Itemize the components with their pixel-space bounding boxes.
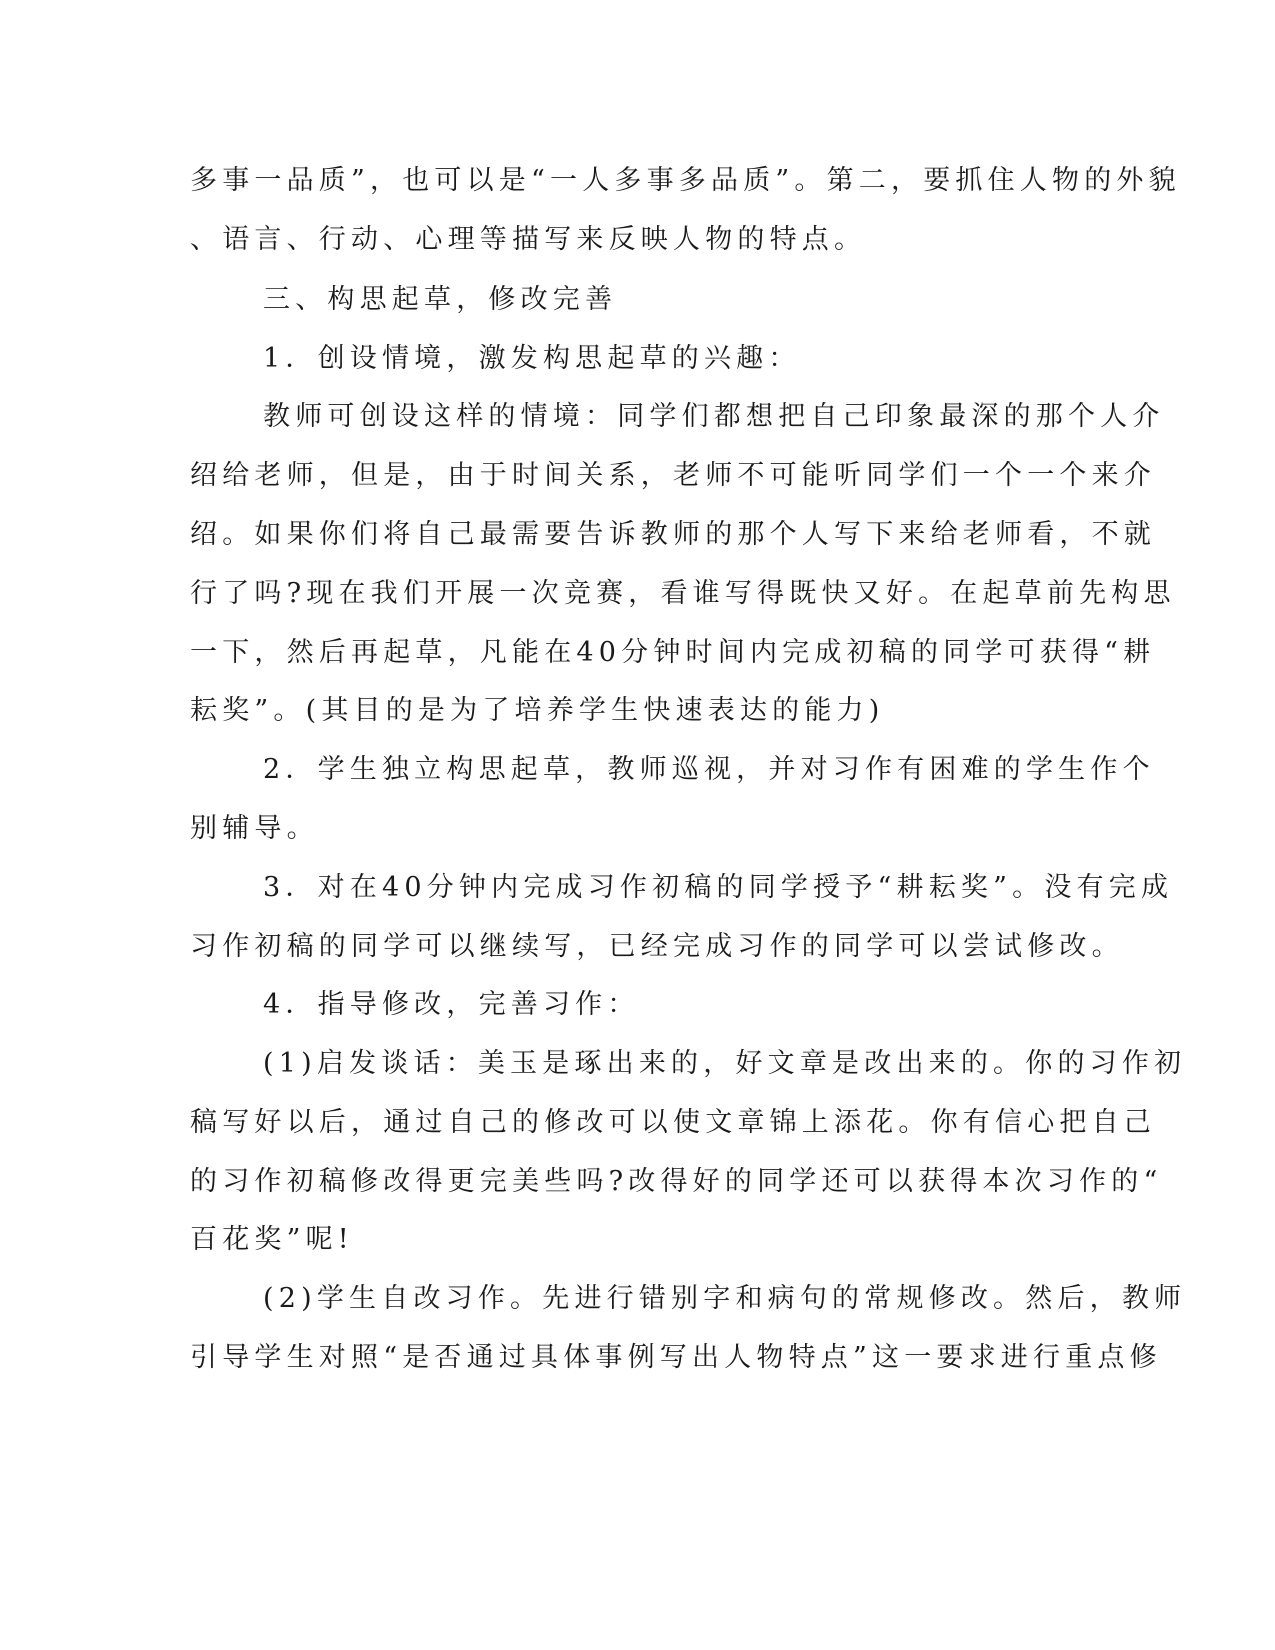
section-heading: 三、构思起草，修改完善 <box>263 284 618 315</box>
paragraph-start: 教师可创设这样的情境：同学们都想把自己印象最深的那个人介 <box>263 401 1165 432</box>
text-line: 百花奖”呢! <box>190 1224 354 1255</box>
list-item-heading: 2．学生独立构思起草，教师巡视，并对习作有困难的学生作个 <box>263 754 1155 785</box>
text-line: 的习作初稿修改得更完美些吗?改得好的同学还可以获得本次习作的“ <box>190 1166 1163 1197</box>
text-line: 耘奖”。(其目的是为了培养学生快速表达的能力) <box>190 695 885 726</box>
text-line: 一下，然后再起草，凡能在40分钟时间内完成初稿的同学可获得“耕 <box>190 637 1156 668</box>
list-item-heading: 1．创设情境，激发构思起草的兴趣： <box>263 343 801 374</box>
text-line: 、语言、行动、心理等描写来反映人物的特点。 <box>190 224 867 255</box>
text-line: 习作初稿的同学可以继续写，已经完成习作的同学可以尝试修改。 <box>190 931 1124 962</box>
text-line: 多事一品质”，也可以是“一人多事多品质”。第二，要抓住人物的外貌 <box>190 165 1181 196</box>
list-item-heading: 3．对在40分钟内完成习作初稿的同学授予“耕耘奖”。没有完成 <box>263 872 1174 903</box>
text-line: 别辅导。 <box>190 813 319 844</box>
text-line: 引导学生对照“是否通过具体事例写出人物特点”这一要求进行重点修 <box>190 1342 1162 1373</box>
text-line: 稿写好以后，通过自己的修改可以使文章锦上添花。你有信心把自己 <box>190 1107 1156 1138</box>
text-line: 绍。如果你们将自己最需要告诉教师的那个人写下来给老师看，不就 <box>190 519 1156 550</box>
text-line: 行了吗?现在我们开展一次竞赛，看谁写得既快又好。在起草前先构思 <box>190 578 1176 609</box>
text-line: 绍给老师，但是，由于时间关系，老师不可能听同学们一个一个来介 <box>190 460 1156 491</box>
paragraph-start: (1)启发谈话：美玉是琢出来的，好文章是改出来的。你的习作初 <box>263 1048 1187 1079</box>
list-item-heading: 4．指导修改，完善习作： <box>263 989 640 1020</box>
paragraph-start: (2)学生自改习作。先进行错别字和病句的常规修改。然后，教师 <box>263 1283 1187 1314</box>
